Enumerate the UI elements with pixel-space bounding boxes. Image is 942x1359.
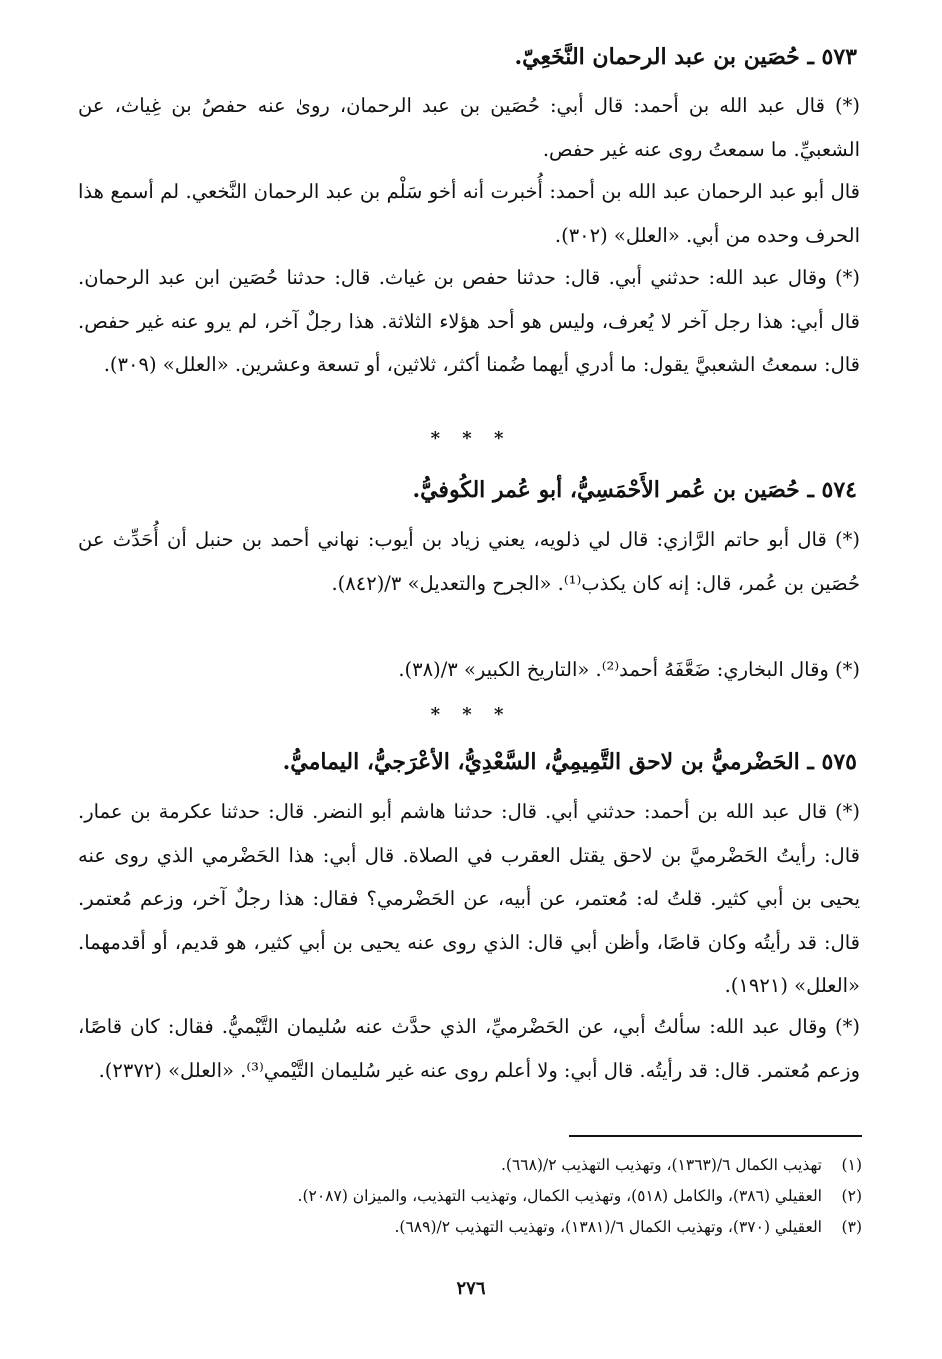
entry-573-paragraph-3: (*) وقال عبد الله: حدثني أبي. قال: حدثنا حفص بن غياث. قال: حدثنا حُصَين ابن عبد الرحمان. قال أبي: هذا رجل آخر لا يُعرف، وليس هو أحد هؤلاء الثلاثة. هذا رجلٌ آخر، لم يرو عنه غير حفص. قال: سمعتُ الشعبيَّ يقول: ما أدري أيهما ضُمنا أكثر، ثلاثين، أو تسعة وعشرين. «العلل» (٣٠٩). <box>78 266 860 377</box>
entry-574-paragraph-2: (*) وقال البخاري: ضَعَّفَهُ أحمد⁽²⁾. «التاريخ الكبير» ٣/(٣٨). <box>398 658 860 681</box>
entry-575-paragraph-1: (*) قال عبد الله بن أحمد: حدثني أبي. قال: حدثنا هاشم أبو النضر. قال: حدثنا عكرمة بن عمار. قال: رأيتُ الحَضْرميَّ بن لاحق يقتل العقرب في الصلاة. قال أبي: هذا الحَضْرمي الذي روى عنه يحيى بن أبي كثير. قلتُ له: مُعتمر، عن أبيه، عن الحَضْرمي؟ فقال: هذا رجلٌ آخر، وزعم مُعتمر. قال: قد رأيتُه وكان قاصًا، وأظن أبي قال: الذي روى عنه يحيى بن أبي كثير، هو قديم، أو أقدمهما. «العلل» (١٩٢١). <box>78 800 860 998</box>
footnote-1 <box>120 1150 862 1181</box>
footnote-3 <box>120 1212 862 1243</box>
entry-573-paragraph-1: (*) قال عبد الله بن أحمد: قال أبي: حُصَين بن عبد الرحمان، روىٰ عنه حفصُ بن غِياث، عن الشعبيِّ. ما سمعتُ روى عنه غير حفص. <box>78 94 860 161</box>
footnote-number: (٢) <box>841 1187 862 1205</box>
section-separator-1: * * * <box>430 428 512 449</box>
entry-575-paragraph-2: (*) وقال عبد الله: سألتُ أبي، عن الحَضْرميِّ، الذي حدَّث عنه سُليمان التَّيْميُّ. فقال: كان قاصًا، وزعم مُعتمر. قال: قد رأيتُه. قال أبي: ولا أعلم روى عنه غير سُليمان التَّيْمي⁽³⁾. «العلل» (٢٣٧٢). <box>78 1015 860 1082</box>
footnote-rule <box>569 1135 862 1137</box>
entry-573-paragraph-2: قال أبو عبد الرحمان عبد الله بن أحمد: أُخبرت أنه أخو سَلْم بن عبد الرحمان النَّخعي. لم أسمع هذا الحرف وحده من أبي. «العلل» (٣٠٢). <box>78 180 860 247</box>
entry-heading-573: ٥٧٣ ـ حُصَين بن عبد الرحمان النَّخَعِيّ. <box>514 44 857 70</box>
section-separator-2: * * * <box>430 704 512 725</box>
footnote-2 <box>120 1181 862 1212</box>
footnote-text: العقيلي (٣٨٦)، والكامل (٥١٨)، وتهذيب الكمال، وتهذيب التهذيب، والميزان (٢٠٨٧). <box>297 1187 822 1205</box>
footnote-number: (١) <box>841 1156 862 1174</box>
footnote-text: تهذيب الكمال ٦/(١٣٦٣)، وتهذيب التهذيب ٢/(٦٦٨). <box>501 1156 822 1174</box>
footnote-text: العقيلي (٣٧٠)، وتهذيب الكمال ٦/(١٣٨١)، وتهذيب التهذيب ٢/(٦٨٩). <box>394 1218 822 1236</box>
entry-heading-575: ٥٧٥ ـ الحَضْرميُّ بن لاحق التَّمِيمِيُّ، السَّعْدِيُّ، الأعْرَجيُّ، اليماميُّ. <box>282 749 857 775</box>
page-number: ٢٧٦ <box>456 1278 486 1299</box>
entry-574-paragraph-1: (*) قال أبو حاتم الرَّازي: قال لي ذلويه، يعني زياد بن أيوب: نهاني أحمد بن حنبل أن أُحَدِّث عن حُصَين بن عُمر، قال: إنه كان يكذب⁽¹⁾. «الجرح والتعديل» ٣/(٨٤٢). <box>78 528 860 595</box>
footnote-number: (٣) <box>841 1218 862 1236</box>
entry-heading-574: ٥٧٤ ـ حُصَين بن عُمر الأَحْمَسِيُّ، أبو عُمر الكُوفيُّ. <box>412 477 857 503</box>
